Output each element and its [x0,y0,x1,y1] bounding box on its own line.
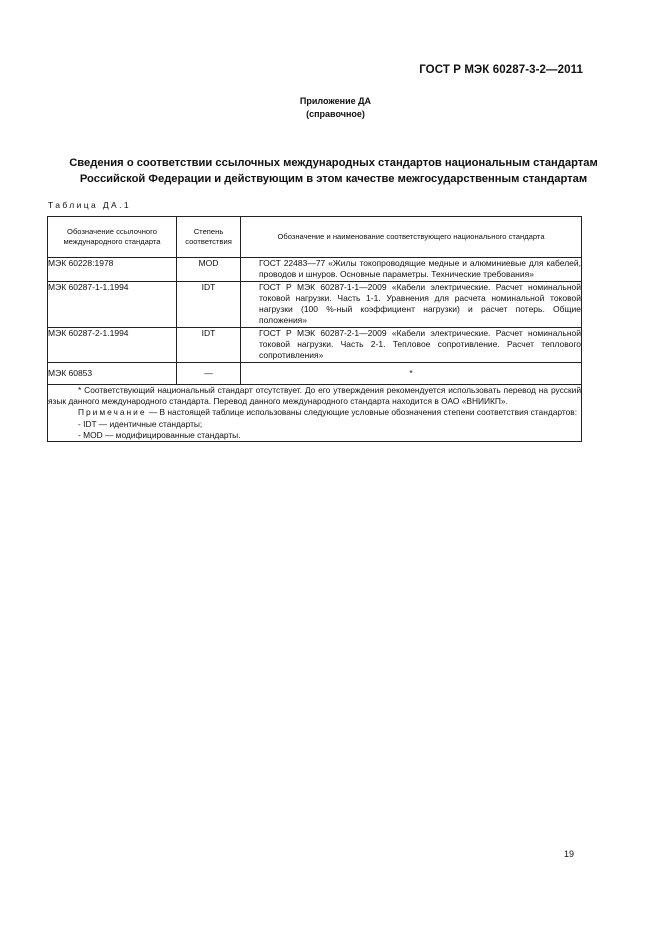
page-number: 19 [564,849,575,859]
annex-title: Приложение ДА [299,96,372,106]
table-row [48,258,582,282]
section-title [40,156,627,187]
degree-cell: — [177,362,241,384]
degree-cell: IDT [177,327,241,362]
table-row [48,362,582,384]
note-text: — В настоящей таблице использованы следующие условные обозначения степени соответствия стандартов: [148,407,578,418]
table-row [48,327,582,362]
header-national-standard: Обозначение и наименование соответствующего национального стандарта [241,217,582,258]
table-row [48,281,582,327]
reference-cell: МЭК 60228:1978 [48,258,177,282]
reference-cell: МЭК 60287-1-1.1994 [48,281,177,327]
table-notes-row [48,384,582,441]
national-standard-cell [241,327,582,362]
section-title-line-1: Сведения о соответствии ссылочных международных стандартов национальным стандартам [69,157,598,169]
national-standard-cell: * [241,362,582,384]
note-label: Примечание [78,407,147,418]
national-standard-text: ГОСТ Р МЭК 60287-2-1—2009 «Кабели электрические. Расчет номинальной токовой нагрузки. Часть 2-1. Тепловое сопротивление. Расчет теплового сопротивления» [259,327,581,361]
header-degree: Степень соответствия [177,217,241,258]
note [48,407,581,418]
legend-item-mod: - MOD — модифицированные стандарты. [78,429,241,440]
national-standard-cell [241,281,582,327]
table-notes [48,384,582,441]
degree-cell: IDT [177,281,241,327]
section-title-line-2: Российской Федерации и действующим в этом качестве межгосударственным стандартам [79,172,588,185]
national-standard-text: ГОСТ 22483—77 «Жилы токопроводящие медные и алюминиевые для кабелей, проводов и шнуров. Основные параметры. Технические требования» [259,258,581,280]
table-label: Таблица ДА.1 [48,200,132,210]
footnote: * Соответствующий национальный стандарт отсутствует. До его утверждения рекомендуется использовать перевод на русский язык данного международного стандарта. Перевод данного международного стандарта находится в ОАО «ВНИИКП». [48,384,581,406]
degree-cell: MOD [177,258,241,282]
reference-cell: МЭК 60853 [48,362,177,384]
table-header-row [48,217,582,258]
reference-cell: МЭК 60287-2-1.1994 [48,327,177,362]
national-standard-text: ГОСТ Р МЭК 60287-1-1—2009 «Кабели электрические. Расчет номинальной токовой нагрузки. Часть 1-1. Уравнения для расчета номинальной токовой нагрузки (100 %-ный коэффициент нагрузки) и расчет потерь. Общие положения» [259,281,581,326]
document-code: ГОСТ Р МЭК 60287-3-2—2011 [419,64,583,76]
annex-subtitle: (справочное) [306,109,365,119]
national-standard-cell [241,258,582,282]
correspondence-table [47,216,582,442]
legend-item-idt: - IDT — идентичные стандарты; [78,418,203,429]
header-reference-standard: Обозначение ссылочного международного стандарта [48,217,177,258]
annex-heading [0,95,661,121]
